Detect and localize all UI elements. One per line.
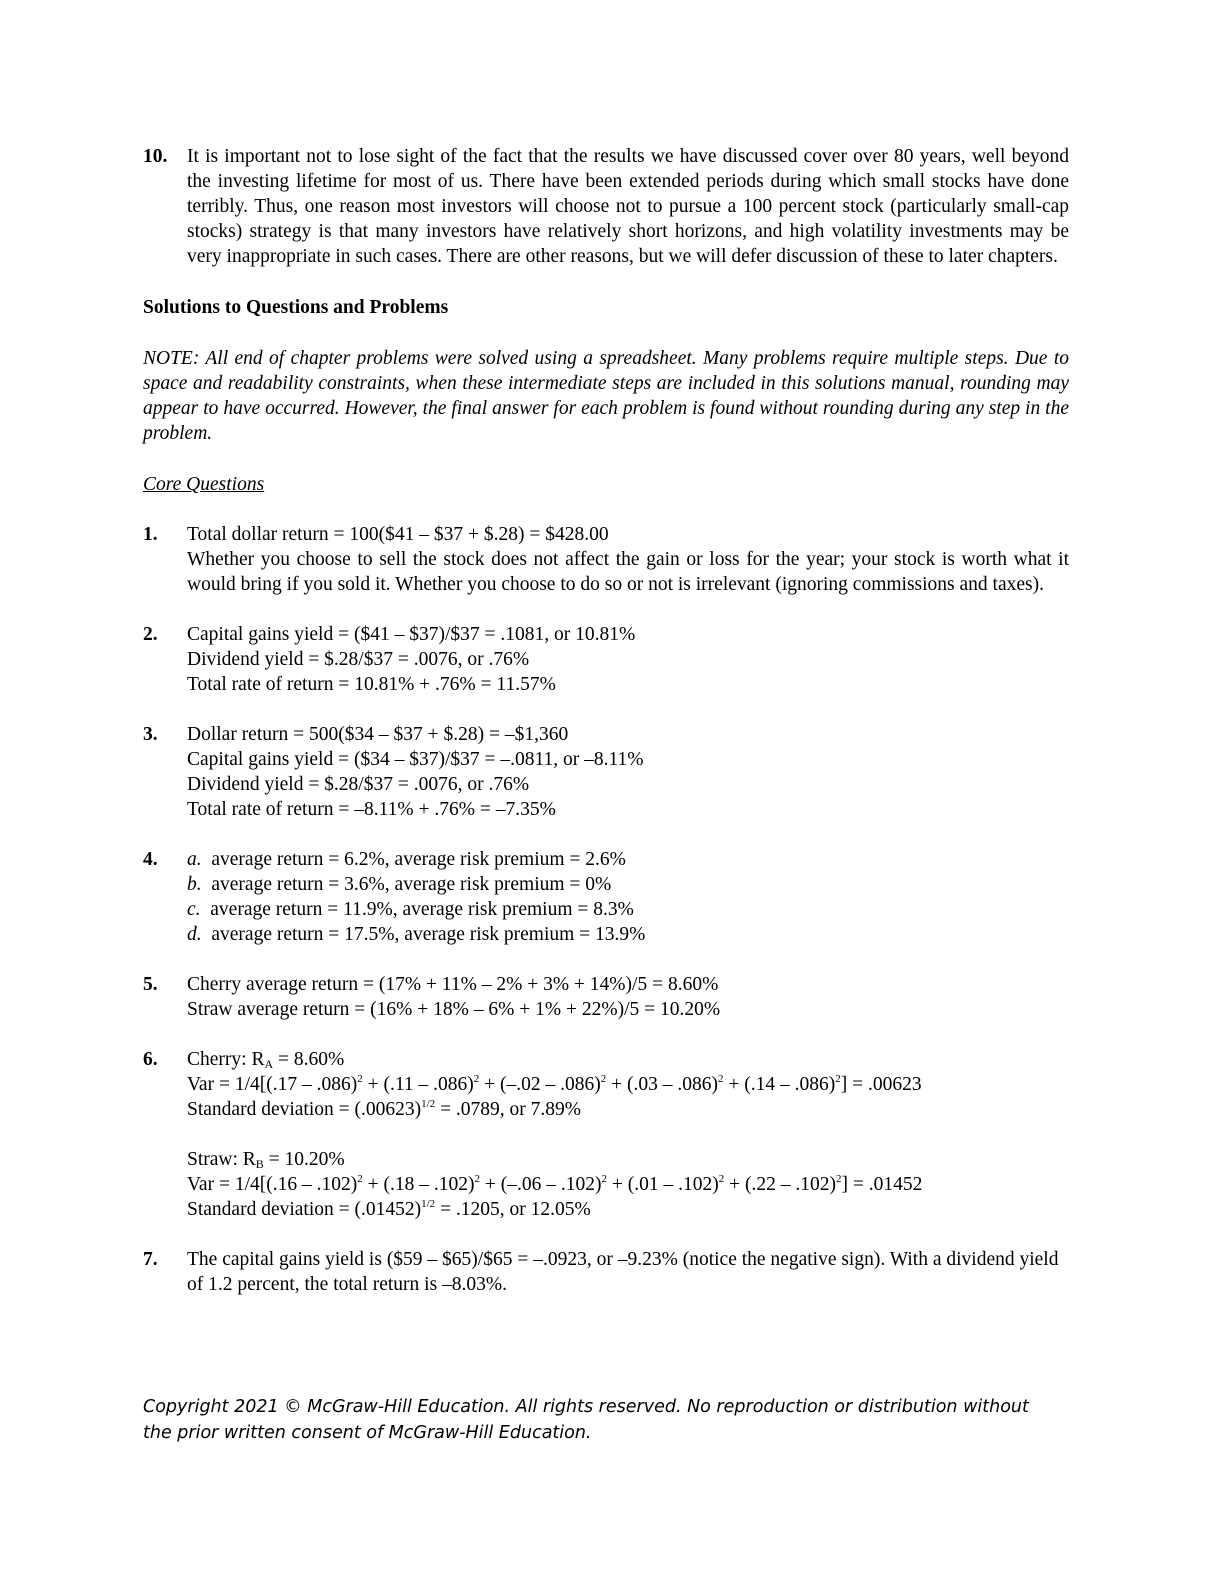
exponent: 2: [474, 1173, 480, 1185]
term: + (–.06 – .102): [479, 1174, 602, 1195]
note-paragraph: NOTE: All end of chapter problems were solved using a spreadsheet. Many problems require multiple steps. Due to space and readability constraints, when these intermediate steps are included in this solutions manual, rounding may appear to have occurred. However, the final answer for each problem is found without rounding during any step in the problem.: [143, 348, 1069, 444]
question-number: 7.: [143, 1249, 158, 1270]
term: ] = .00623: [840, 1074, 922, 1095]
question-10: [143, 144, 1069, 269]
cherry-variance: [187, 1072, 1069, 1097]
term: ] = .01452: [841, 1174, 923, 1195]
straw-label: Straw: R: [187, 1149, 256, 1170]
q5-line: Straw average return = (16% + 18% – 6% + 1% + 22%)/5 = 10.20%: [187, 999, 721, 1020]
question-2: [143, 622, 1069, 697]
subscript-b: B: [255, 1157, 264, 1171]
q2-line: Dividend yield = $.28/$37 = .0076, or .76%: [187, 649, 530, 670]
copyright-footer: [143, 1394, 1083, 1446]
q3-line: Dividend yield = $.28/$37 = .0076, or .76%: [187, 774, 530, 795]
question-number: 2.: [143, 624, 158, 645]
item-text: average return = 17.5%, average risk premium = 13.9%: [211, 924, 646, 945]
term: + (–.02 – .086): [479, 1074, 601, 1095]
cherry-label: Cherry: R: [187, 1049, 265, 1070]
term: Standard deviation = (.00623): [187, 1099, 422, 1120]
exponent: 2: [601, 1173, 607, 1185]
term: Var = 1/4[(.17 – .086): [187, 1074, 358, 1095]
document-body: [143, 144, 1069, 1297]
question-7: [143, 1247, 1069, 1297]
subscript-a: A: [264, 1057, 274, 1071]
question-number: 5.: [143, 974, 158, 995]
exponent: 2: [835, 1073, 841, 1085]
section-heading: Solutions to Questions and Problems: [143, 297, 449, 318]
question-number: 10.: [143, 146, 168, 167]
item-text: average return = 3.6%, average risk premium = 0%: [211, 874, 612, 895]
core-questions-title: Core Questions: [143, 474, 265, 495]
exponent: 2: [835, 1173, 842, 1185]
term: = .0789, or 7.89%: [435, 1099, 582, 1120]
footer-line: Copyright 2021 © McGraw-Hill Education. All rights reserved. No reproduction or distribution without: [143, 1397, 1029, 1417]
term: + (.18 – .102): [362, 1174, 475, 1195]
q2-line: Total rate of return = 10.81% + .76% = 11.57%: [187, 674, 556, 695]
cherry-mean-value: = 8.60%: [273, 1049, 345, 1070]
question-number: 3.: [143, 724, 158, 745]
q2-line: Capital gains yield = ($41 – $37)/$37 = .1081, or 10.81%: [187, 624, 636, 645]
item-letter: a.: [187, 849, 202, 870]
straw-mean-value: = 10.20%: [263, 1149, 345, 1170]
term: + (.22 – .102): [724, 1174, 836, 1195]
exponent: 2: [473, 1073, 480, 1085]
question-number: 4.: [143, 849, 158, 870]
term: + (.01 – .102): [606, 1174, 719, 1195]
cherry-std-dev: [187, 1097, 1069, 1122]
q5-line: Cherry average return = (17% + 11% – 2% + 3% + 14%)/5 = 8.60%: [187, 974, 719, 995]
q7-text: The capital gains yield is ($59 – $65)/$65 = –.0923, or –9.23% (notice the negative sign). With a dividend yield of 1.2 percent, the total return is –8.03%.: [187, 1249, 1059, 1295]
term: Var = 1/4[(.16 – .102): [187, 1174, 358, 1195]
question-10-text: It is important not to lose sight of the fact that the results we have discussed cover over 80 years, well beyond the investing lifetime for most of us. There have been extended periods during which small stocks have done terribly. Thus, one reason most investors will choose not to pursue a 100 percent stock (particularly small-cap stocks) strategy is that many investors have relatively short horizons, and high volatility investments may be very inappropriate in such cases. There are other reasons, but we will defer discussion of these to later chapters.: [187, 146, 1069, 267]
term: + (.14 – .086): [723, 1074, 836, 1095]
term: Standard deviation = (.01452): [187, 1199, 422, 1220]
q1-explanation: Whether you choose to sell the stock does not affect the gain or loss for the year; your stock is worth what it would bring if you sold it. Whether you choose to do so or not is irrelevant (ignoring commissions and taxes).: [187, 549, 1069, 595]
exponent: 2: [357, 1073, 363, 1085]
item-letter: b.: [187, 874, 202, 895]
q3-line: Capital gains yield = ($34 – $37)/$37 = –.0811, or –8.11%: [187, 749, 644, 770]
q3-line: Total rate of return = –8.11% + .76% = –7.35%: [187, 799, 556, 820]
exponent: 2: [600, 1073, 607, 1085]
item-letter: c.: [187, 899, 201, 920]
item-letter: d.: [187, 924, 202, 945]
straw-variance: [187, 1172, 1069, 1197]
question-6: [143, 1047, 1069, 1222]
question-3: [143, 722, 1069, 822]
exponent: 2: [357, 1173, 363, 1185]
term: + (.11 – .086): [362, 1074, 474, 1095]
exponent: 2: [718, 1173, 725, 1185]
q4-item: [187, 897, 1069, 922]
q4-item: [187, 847, 1069, 872]
item-text: average return = 6.2%, average risk premium = 2.6%: [211, 849, 626, 870]
straw-std-dev: [187, 1197, 1069, 1222]
item-text: average return = 11.9%, average risk premium = 8.3%: [210, 899, 634, 920]
q4-item: [187, 872, 1069, 897]
q1-total-dollar-return: Total dollar return = 100($41 – $37 + $.28) = $428.00: [187, 524, 609, 545]
term: = .1205, or 12.05%: [435, 1199, 591, 1220]
question-5: [143, 972, 1069, 1022]
exponent: 1/2: [421, 1198, 436, 1210]
exponent: 2: [717, 1073, 724, 1085]
exponent: 1/2: [421, 1098, 436, 1110]
straw-mean: [187, 1147, 1069, 1172]
question-number: 1.: [143, 524, 158, 545]
question-number: 6.: [143, 1049, 158, 1070]
q3-line: Dollar return = 500($34 – $37 + $.28) = –$1,360: [187, 724, 569, 745]
footer-line: the prior written consent of McGraw-Hill Education.: [143, 1423, 592, 1443]
term: + (.03 – .086): [606, 1074, 718, 1095]
cherry-mean: [187, 1047, 1069, 1072]
question-4: [143, 847, 1069, 947]
q4-item: [187, 922, 1069, 947]
question-1: [143, 522, 1069, 597]
